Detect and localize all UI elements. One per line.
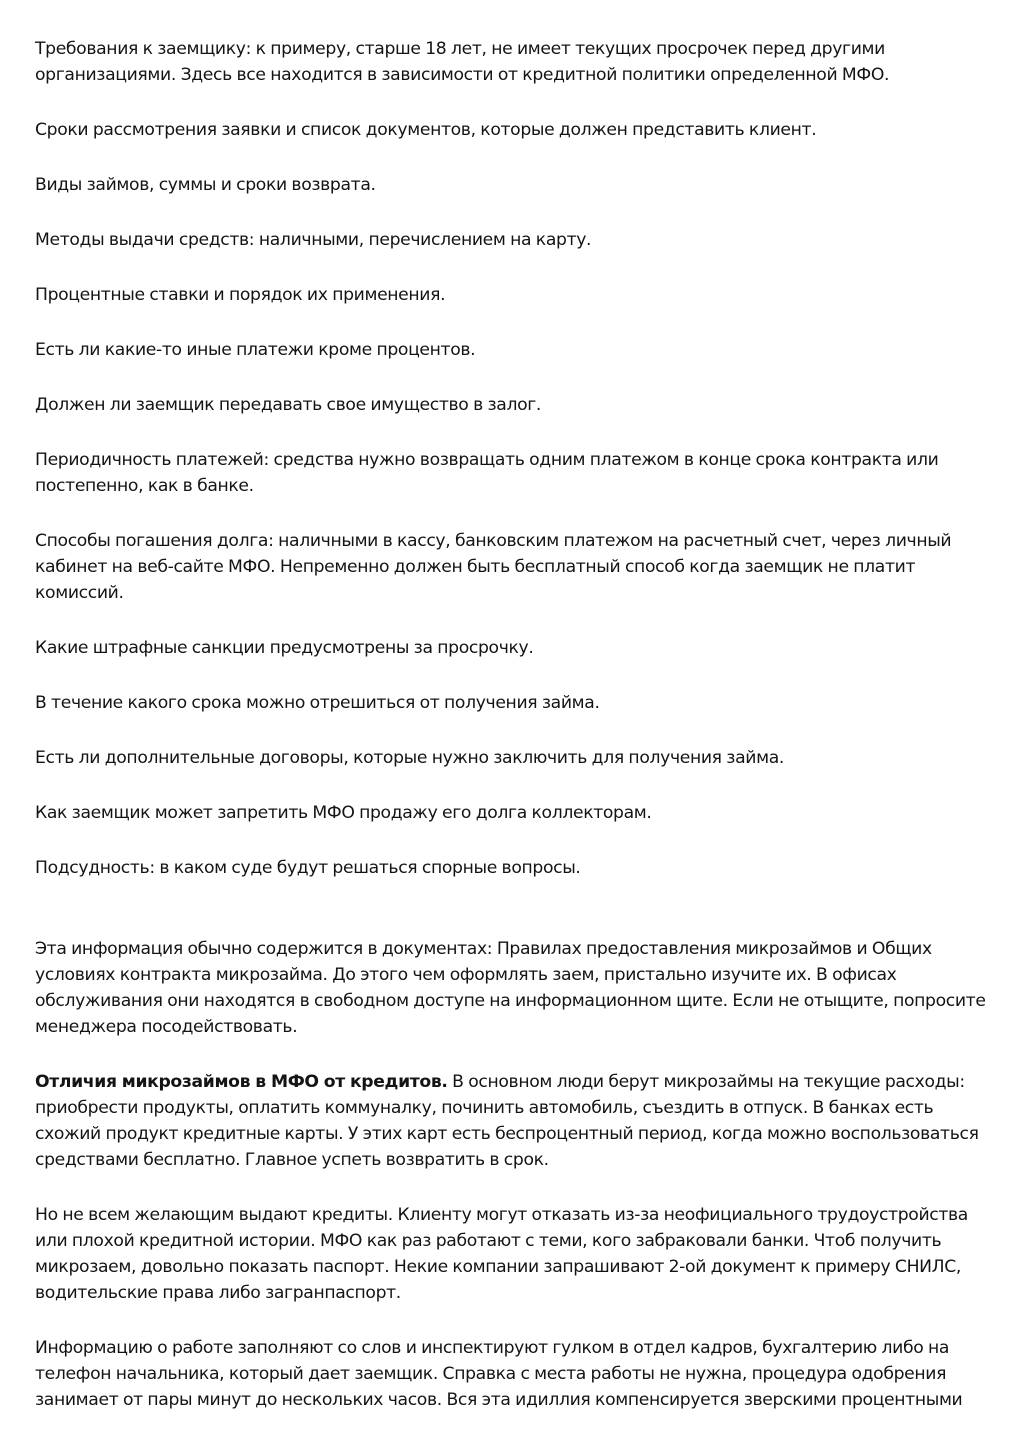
paragraph-collateral: Должен ли заемщик передавать свое имущество в залог. bbox=[35, 395, 542, 415]
paragraph-interest-rates: Процентные ставки и порядок их применения. bbox=[35, 285, 446, 305]
paragraph-penalties: Какие штрафные санкции предусмотрены за просрочку. bbox=[35, 638, 534, 658]
paragraph-withdrawal-period: В течение какого срока можно отрешиться от получения займа. bbox=[35, 693, 600, 713]
paragraph-borrower-requirements: Требования к заемщику: к примеру, старше 18 лет, не имеет текущих просрочек перед другими организациями. Здесь все находится в зависимости от кредитной политики определенной МФО. bbox=[35, 39, 890, 85]
paragraph-review-terms: Сроки рассмотрения заявки и список документов, которые должен представить клиент. bbox=[35, 120, 817, 140]
paragraph-credit-refusal: Но не всем желающим выдают кредиты. Клиенту могут отказать из-за неофициального трудоустройства или плохой кредитной истории. МФО как раз работают с теми, кого забраковали банки. Чтоб получить микрозаем, довольно показать паспорт. Некие компании запрашивают 2-ой документ к примеру СНИЛС, водительские права либо загранпаспорт. bbox=[35, 1205, 968, 1303]
paragraph-differences bbox=[35, 1069, 995, 1173]
paragraph-issue-methods: Методы выдачи средств: наличными, перечислением на карту. bbox=[35, 230, 592, 250]
paragraph-work-verification: Информацию о работе заполняют со слов и инспектируют гулком в отдел кадров, бухгалтерию либо на телефон начальника, который дает заемщик. Справка с места работы не нужна, процедура одобрения занимает от пары минут до нескольких часов. Вся эта идиллия компенсируется зверскими процентными bbox=[35, 1338, 963, 1410]
paragraph-loan-types: Виды займов, суммы и сроки возврата. bbox=[35, 175, 376, 195]
paragraph-repayment-methods: Способы погашения долга: наличными в кассу, банковским платежом на расчетный счет, через личный кабинет на веб-сайте МФО. Непременно должен быть бесплатный способ когда заемщик не платит комиссий. bbox=[35, 531, 952, 603]
document-body bbox=[35, 36, 995, 1442]
paragraph-documents-info: Эта информация обычно содержится в документах: Правилах предоставления микрозаймов и Общих условиях контракта микрозайма. До этого чем оформлять заем, пристально изучите их. В офисах обслуживания они находятся в свободном доступе на информационном щите. Если не отыщите, попросите менеджера посодействовать. bbox=[35, 939, 986, 1037]
paragraph-debt-sale-ban: Как заемщик может запретить МФО продажу его долга коллекторам. bbox=[35, 803, 652, 823]
paragraph-payment-frequency: Периодичность платежей: средства нужно возвращать одним платежом в конце срока контракта или постепенно, как в банке. bbox=[35, 450, 939, 496]
paragraph-additional-contracts: Есть ли дополнительные договоры, которые нужно заключить для получения займа. bbox=[35, 748, 784, 768]
paragraph-jurisdiction: Подсудность: в каком суде будут решаться спорные вопросы. bbox=[35, 858, 581, 878]
paragraph-other-payments: Есть ли какие-то иные платежи кроме процентов. bbox=[35, 340, 476, 360]
differences-text: В основном люди берут микрозаймы на текущие расходы: приобрести продукты, оплатить коммуналку, починить автомобиль, съездить в отпуск. В банках есть схожий продукт кредитные карты. У этих карт есть беспроцентный период, когда можно воспользоваться средствами бесплатно. Главное успеть возвратить в срок. bbox=[35, 1072, 979, 1170]
differences-heading: Отличия микрозаймов в МФО от кредитов. bbox=[35, 1072, 448, 1092]
